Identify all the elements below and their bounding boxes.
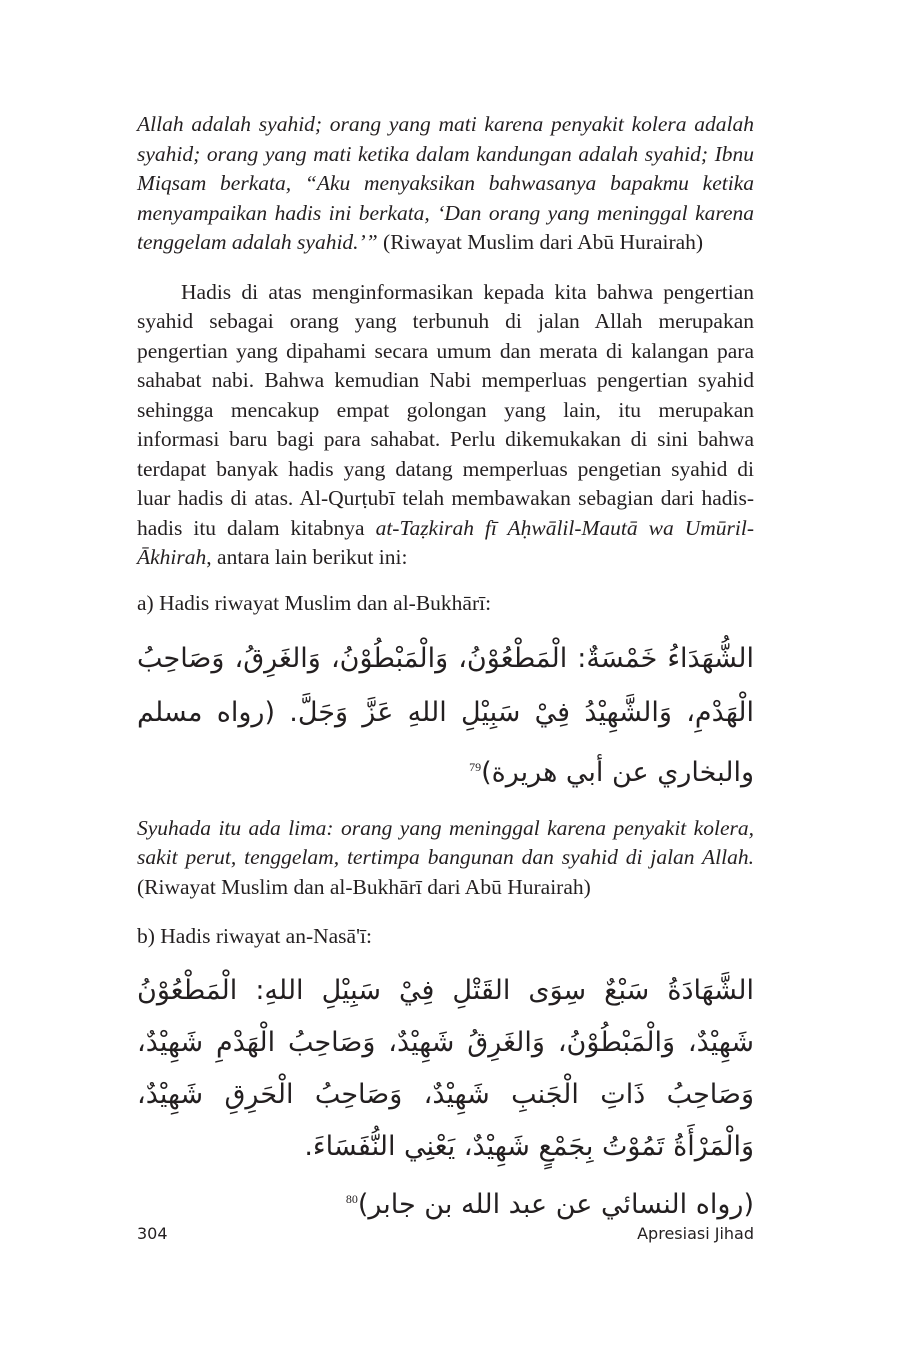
footnote-80: 80 [345, 1192, 358, 1206]
item-a-arabic-text: الشُّهَدَاءُ خَمْسَةٌ: الْمَطْعُوْنُ، وَالْمَبْطُوْنُ، وَالغَرِقُ، وَصَاحِبُ الْهَدْمِ، وَالشَّهِيْدُ فِيْ سَبِيْلِ اللهِ عَزَّ وَجَلَّ. (رواه مسلم والبخاري عن أبي هريرة) [137, 642, 754, 788]
item-b-arabic [137, 965, 754, 1231]
book-title: at-Taẓkirah fī Aḥwālil-Mautā wa Umūril-Ākhirah [137, 515, 754, 569]
item-a-translation [137, 814, 754, 903]
body-paragraph-text: Hadis di atas menginformasikan kepada kita bahwa pengertian syahid sebagai orang yang terbunuh di jalan Allah merupakan pengertian yang dipahami secara umum dan merata di kalangan para sahabat nabi. Bahwa kemudian Nabi memperluas pengertian syahid sehingga mencakup empat golongan yang lain, itu merupakan informasi baru bagi para sahabat. Perlu dikemukakan di sini bahwa terdapat banyak hadis yang datang memperluas pengetian syahid di luar hadis di atas. Al-Qurṭubī telah membawakan sebagian dari hadis-hadis itu dalam kitabnya [137, 279, 754, 540]
item-a-translation-italic: Syuhada itu ada lima: orang yang meninggal karena penyakit kolera, sakit perut, tenggelam, tertimpa bangunan dan syahid di jalan Allah. [137, 815, 754, 869]
page-number: 304 [137, 1224, 168, 1243]
item-b-arabic-text: الشَّهَادَةُ سَبْعٌ سِوَى القَتْلِ فِيْ سَبِيْلِ اللهِ: الْمَطْعُوْنُ شَهِيْدٌ، وَالْمَبْطُوْنُ، وَالغَرِقُ شَهِيْدٌ، وَصَاحِبُ الْهَدْمِ شَهِيْدٌ، وَصَاحِبُ ذَاتِ الْجَنبِ شَهِيْدٌ، وَصَاحِبُ الْحَرِقِ شَهِيْدٌ، وَالْمَرْأَةُ تَمُوْتُ بِجَمْعٍ شَهِيْدٌ، يَعْنِي النُّفَسَاءَ. [137, 975, 754, 1162]
item-b-source: (رواه النسائي عن عبد الله بن جابر) [357, 1189, 754, 1220]
top-quote-source: (Riwayat Muslim dari Abū Hurairah) [383, 230, 704, 254]
top-quote-italic: Allah adalah syahid; orang yang mati karena penyakit kolera adalah syahid; orang yang mati ketika dalam kandungan adalah syahid; Ibnu Miqsam berkata, “Aku menyaksikan bahwasanya bapakmu ketika menyampaikan hadis ini berkata, ‘Dan orang yang meninggal karena tenggelam adalah syahid.’” [137, 112, 754, 254]
top-quote [137, 110, 754, 258]
page-content [137, 110, 754, 1231]
footnote-79: 79 [469, 759, 482, 774]
item-b-label: b) Hadis riwayat an-Nasā'ī: [137, 924, 372, 948]
book-name: Apresiasi Jihad [637, 1224, 754, 1243]
item-a-label: a) Hadis riwayat Muslim dan al-Bukhārī: [137, 590, 492, 615]
page-footer [137, 1224, 754, 1243]
item-a-translation-source: (Riwayat Muslim dan al-Bukhārī dari Abū Hurairah) [137, 874, 591, 899]
item-a-arabic [137, 632, 754, 800]
body-paragraph [137, 278, 754, 573]
body-paragraph-ending: , antara lain berikut ini: [206, 545, 408, 569]
